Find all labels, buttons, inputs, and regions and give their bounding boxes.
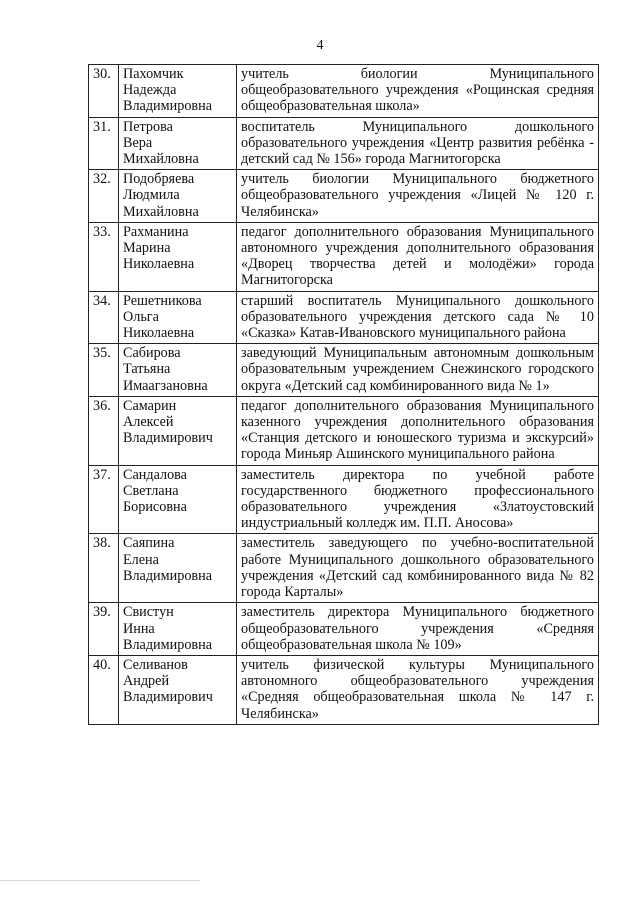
position-description: педагог дополнительного образования Муниципального автономного учреждения дополнительного образования «Дворец творчества детей и молодёжи» города Магнитогорска xyxy=(237,222,599,291)
first-name: Татьяна xyxy=(123,361,171,378)
patronymic: Владимирович xyxy=(123,689,213,706)
position-description: заместитель директора Муниципального бюджетного общеобразовательного учреждения «Средняя общеобразовательная школа № 109» xyxy=(237,603,599,656)
row-number: 40. xyxy=(89,655,119,724)
table-row xyxy=(89,65,599,118)
row-number: 34. xyxy=(89,291,119,344)
person-name xyxy=(119,603,237,656)
position-description: старший воспитатель Муниципального дошкольного образовательного учреждения детского сада № 10 «Сказка» Катав-Ивановского муниципального района xyxy=(237,291,599,344)
first-name: Людмила xyxy=(123,187,180,204)
position-description: учитель биологии Муниципального общеобразовательного учреждения «Рощинская средняя общеобразовательная школа» xyxy=(237,65,599,118)
person-name xyxy=(119,170,237,223)
patronymic: Николаевна xyxy=(123,325,195,342)
position-description: воспитатель Муниципального дошкольного образовательного учреждения «Центр развития ребёнка - детский сад № 156» города Магнитогорска xyxy=(237,117,599,170)
surname: Саяпина xyxy=(123,535,175,552)
table-row xyxy=(89,291,599,344)
patronymic: Владимировна xyxy=(123,636,212,653)
surname: Петрова xyxy=(123,118,173,135)
person-name xyxy=(119,655,237,724)
table-row xyxy=(89,396,599,465)
first-name: Светлана xyxy=(123,482,179,499)
surname: Подобряева xyxy=(123,171,195,188)
surname: Селиванов xyxy=(123,656,188,673)
position-description: заместитель заведующего по учебно-воспитательной работе Муниципального дошкольного образовательного учреждения «Детский сад комбинированного вида № 82 города Карталы» xyxy=(237,534,599,603)
person-name xyxy=(119,465,237,534)
person-name xyxy=(119,344,237,397)
row-number: 33. xyxy=(89,222,119,291)
person-name xyxy=(119,65,237,118)
first-name: Вера xyxy=(123,134,153,151)
row-number: 36. xyxy=(89,396,119,465)
table-row xyxy=(89,603,599,656)
table-row xyxy=(89,344,599,397)
row-number: 32. xyxy=(89,170,119,223)
row-number: 39. xyxy=(89,603,119,656)
surname: Решетникова xyxy=(123,292,202,309)
patronymic: Михайловна xyxy=(123,203,199,220)
patronymic: Владимирович xyxy=(123,430,213,447)
staff-table xyxy=(88,64,599,725)
row-number: 30. xyxy=(89,65,119,118)
first-name: Андрей xyxy=(123,673,170,690)
person-name xyxy=(119,534,237,603)
patronymic: Владимировна xyxy=(123,567,212,584)
position-description: учитель биологии Муниципального бюджетного общеобразовательного учреждения «Лицей № 120 г. Челябинска» xyxy=(237,170,599,223)
table-row xyxy=(89,465,599,534)
surname: Пахомчик xyxy=(123,66,184,82)
table-row xyxy=(89,117,599,170)
person-name xyxy=(119,291,237,344)
patronymic: Николаевна xyxy=(123,256,195,273)
patronymic: Борисовна xyxy=(123,499,187,516)
first-name: Марина xyxy=(123,240,171,257)
position-description: заместитель директора по учебной работе государственного бюджетного профессионального образовательного учреждения «Златоустовский индустриальный колледж им. П.П. Аносова» xyxy=(237,465,599,534)
person-name xyxy=(119,222,237,291)
surname: Свистун xyxy=(123,604,174,621)
first-name: Надежда xyxy=(123,82,177,99)
position-description: педагог дополнительного образования Муниципального казенного учреждения дополнительного образования «Станция детского и юношеского туризма и экскурсий» города Миньяр Ашинского муниципального района xyxy=(237,396,599,465)
patronymic: Михайловна xyxy=(123,151,199,168)
surname: Самарин xyxy=(123,397,177,414)
table-row xyxy=(89,534,599,603)
table-row xyxy=(89,222,599,291)
position-description: учитель физической культуры Муниципального автономного общеобразовательного учреждения «Средняя общеобразовательная школа № 147 г. Челябинска» xyxy=(237,655,599,724)
surname: Сабирова xyxy=(123,345,181,362)
person-name xyxy=(119,396,237,465)
staff-table-body xyxy=(89,65,599,725)
scan-edge-line xyxy=(0,880,200,881)
table-row xyxy=(89,655,599,724)
row-number: 37. xyxy=(89,465,119,534)
row-number: 31. xyxy=(89,117,119,170)
patronymic: Имаагзановна xyxy=(123,377,208,394)
person-name xyxy=(119,117,237,170)
page-number: 4 xyxy=(316,38,324,53)
surname: Рахманина xyxy=(123,223,189,240)
row-number: 35. xyxy=(89,344,119,397)
table-row xyxy=(89,170,599,223)
surname: Сандалова xyxy=(123,466,187,483)
row-number: 38. xyxy=(89,534,119,603)
position-description: заведующий Муниципальным автономным дошкольным образовательным учреждением Снежинского городского округа «Детский сад комбинированного вида № 1» xyxy=(237,344,599,397)
patronymic: Владимировна xyxy=(123,98,212,115)
first-name: Ольга xyxy=(123,308,159,325)
first-name: Елена xyxy=(123,551,159,568)
first-name: Алексей xyxy=(123,414,174,431)
first-name: Инна xyxy=(123,620,155,637)
